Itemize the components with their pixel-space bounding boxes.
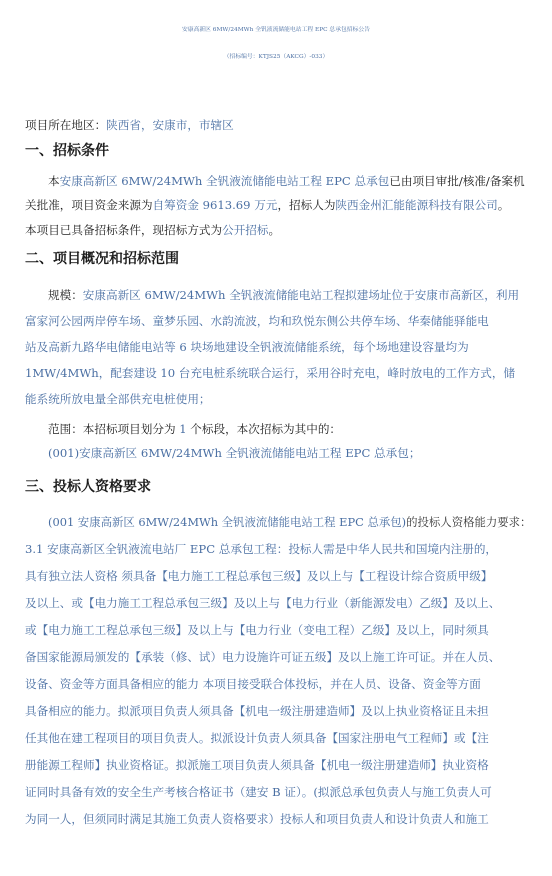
tender-number-suffix: ） [322, 54, 329, 60]
s1-text: ，招标人为 [277, 198, 336, 212]
s2-scale-line-4: 1MW/4MWh，配套建设 10 台充电桩系统联合运行，采用谷时充电，峰时放电的工作方式，储 [25, 366, 516, 380]
s1-text: 关批准，项目资金来源为 [25, 198, 153, 212]
s3-line-9: 册能源工程师】执业资格证。拟派施工项目负责人须具备【机电一级注册建造师】执业资格 [25, 758, 489, 772]
section-2-heading: 二、项目概况和招标范围 [25, 251, 179, 267]
s2-range [48, 420, 341, 438]
s1-text: 本 [48, 174, 60, 188]
s1-line-1 [48, 172, 525, 190]
s3-line-8: 任其他在建工程项目的项目负责人。拟派设计负责人须具备【国家注册电气工程师】或【注 [25, 731, 489, 745]
tender-number [0, 47, 552, 67]
s3-intro [48, 513, 531, 531]
s1-text: 已由项目审批/核准/备案机 [389, 174, 525, 188]
s3-line-11: 为同一人，但须同时满足其施工负责人资格要求）投标人和项目负责人和设计负责人和施工 [25, 812, 489, 826]
tender-number-value: KTJS25（AKCG）-033 [258, 54, 323, 60]
s3-line-2: 具有独立法人资格 须具备【电力施工工程总承包三级】及以上与【工程设计综合资质甲级】 [25, 569, 493, 583]
scale-label: 规模： [48, 288, 83, 302]
range-count: 1 [179, 422, 187, 436]
s1-text: 。 [268, 223, 281, 237]
range-text: 个标段，本次招标为其中的： [186, 422, 342, 436]
s3-line-10: 证同时具备有效的安全生产考核合格证书（建安 B 证）。(拟派总承包负责人与施工负责人可 [25, 785, 492, 799]
s3-line-7: 具备相应的能力。拟派项目负责人须具备【机电一级注册建造师】及以上执业资格证且未担 [25, 704, 489, 718]
s1-fund-source: 自筹资金 9613.69 万元 [152, 198, 278, 212]
region-label: 项目所在地区： [25, 118, 107, 132]
s3-line-5: 备国家能源局颁发的【承装（修、试）电力设施许可证五级】及以上施工许可证。并在人员、 [25, 650, 501, 664]
s2-section-name: (001)安康高新区 6MW/24MWh 全钒液流储能电站工程 EPC 总承包； [48, 446, 421, 460]
s3-intro-project: (001 安康高新区 6MW/24MWh 全钒液流储能电站工程 EPC 总承包) [48, 515, 407, 529]
s3-line-3: 及以上、或【电力施工工程总承包三级】及以上与【电力行业（新能源发电）乙级】及以上、 [25, 596, 501, 610]
section-1-heading: 一、招标条件 [25, 143, 109, 159]
s1-project-name: 安康高新区 6MW/24MWh 全钒液流储能电站工程 EPC 总承包 [59, 174, 390, 188]
range-text: 范围：本招标项目划分为 [48, 422, 180, 436]
section-3-heading: 三、投标人资格要求 [25, 479, 151, 495]
s1-tenderer: 陕西金州汇能能源科技有限公司 [335, 198, 498, 212]
s3-intro-text: 的投标人资格能力要求： [406, 515, 532, 529]
s1-line-2 [25, 196, 509, 214]
s2-scale-line-5: 能系统所放电量全部供充电桩使用； [25, 392, 211, 406]
s2-scale-line-2: 富家河公园两岸停车场、童梦乐园、水韵流波，均和玖悦东侧公共停车场、华秦储能驿能电 [25, 314, 489, 328]
s1-line-3 [25, 221, 280, 239]
tender-number-prefix: （招标编号： [223, 54, 259, 60]
s3-line-4: 或【电力施工工程总承包三级】及以上与【电力行业（变电工程）乙级】及以上，同时须具 [25, 623, 489, 637]
s1-tender-method: 公开招标 [222, 223, 269, 237]
s2-scale-line-3: 站及高新九路华电储能电站等 6 块场地建设全钒液流储能系统，每个场地建设容量均为 [25, 340, 469, 354]
document-title: 安康高新区 6MW/24MWh 全钒液流储能电站工程 EPC 总承包招标公告 [181, 27, 370, 33]
region-value: 陕西省，安康市，市辖区 [106, 118, 234, 132]
s2-scale-line-1 [48, 286, 519, 304]
s1-text: 本项目已具备招标条件，现招标方式为 [25, 223, 223, 237]
project-region [25, 116, 234, 134]
s3-line-6: 设备、资金等方面具备相应的能力 本项目接受联合体投标，并在人员、设备、资金等方面 [25, 677, 481, 691]
s3-line-1: 3.1 安康高新区全钒液流电站厂 EPC 总承包工程：投标人需是中华人民共和国境内注册的， [25, 542, 498, 556]
s1-text: 。 [497, 198, 510, 212]
scale-text: 安康高新区 6MW/24MWh 全钒液流储能电站工程拟建场址位于安康市高新区，利用 [82, 288, 520, 302]
